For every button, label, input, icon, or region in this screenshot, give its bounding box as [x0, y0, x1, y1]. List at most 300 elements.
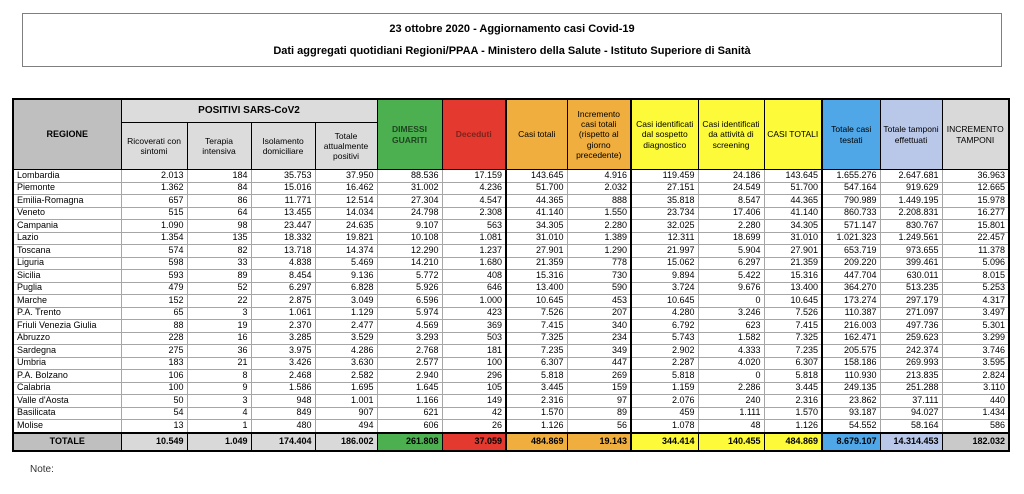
header-incremento-casi: Incremento casi totali (rispetto al giorno precedente): [567, 99, 631, 170]
value-cell: 50: [121, 395, 187, 408]
region-name: Sicilia: [13, 270, 121, 283]
value-cell: 1.290: [567, 245, 631, 258]
value-cell: 3.630: [315, 357, 377, 370]
region-name: Sardegna: [13, 345, 121, 358]
region-name: Valle d'Aosta: [13, 395, 121, 408]
value-cell: 4: [187, 407, 251, 420]
value-cell: 369: [442, 320, 506, 333]
value-cell: 37.111: [880, 395, 942, 408]
region-name: Puglia: [13, 282, 121, 295]
value-cell: 12.514: [315, 195, 377, 208]
value-cell: 7.526: [506, 307, 567, 320]
value-cell: 86: [187, 195, 251, 208]
header-regione: REGIONE: [13, 99, 121, 170]
value-cell: 1.021.323: [822, 232, 880, 245]
value-cell: 54: [121, 407, 187, 420]
value-cell: 340: [567, 320, 631, 333]
region-name: Friuli Venezia Giulia: [13, 320, 121, 333]
value-cell: 140.455: [698, 433, 764, 451]
value-cell: 1.570: [506, 407, 567, 420]
table-row: [13, 420, 1009, 433]
value-cell: 44.365: [506, 195, 567, 208]
value-cell: 174.404: [251, 433, 315, 451]
header-totale-positivi: Totale attualmente positivi: [315, 123, 377, 170]
value-cell: 2.316: [764, 395, 822, 408]
value-cell: 13.455: [251, 207, 315, 220]
value-cell: 399.461: [880, 257, 942, 270]
value-cell: 7.235: [764, 345, 822, 358]
value-cell: 849: [251, 407, 315, 420]
region-name: Campania: [13, 220, 121, 233]
value-cell: 586: [942, 420, 1009, 433]
value-cell: 89: [187, 270, 251, 283]
value-cell: 5.422: [698, 270, 764, 283]
value-cell: 15.316: [764, 270, 822, 283]
value-cell: 1.550: [567, 207, 631, 220]
value-cell: 447.704: [822, 270, 880, 283]
value-cell: 10.645: [764, 295, 822, 308]
table-row: [13, 245, 1009, 258]
value-cell: 23.447: [251, 220, 315, 233]
value-cell: 24.549: [698, 182, 764, 195]
value-cell: 228: [121, 332, 187, 345]
value-cell: 907: [315, 407, 377, 420]
value-cell: 5.301: [942, 320, 1009, 333]
value-cell: 15.062: [631, 257, 698, 270]
value-cell: 32.025: [631, 220, 698, 233]
value-cell: 24.635: [315, 220, 377, 233]
value-cell: 9.894: [631, 270, 698, 283]
value-cell: 119.459: [631, 170, 698, 183]
value-cell: 590: [567, 282, 631, 295]
title-box: [22, 13, 1002, 67]
table-row: [13, 357, 1009, 370]
value-cell: 88.536: [377, 170, 442, 183]
value-cell: 2.287: [631, 357, 698, 370]
value-cell: 9.676: [698, 282, 764, 295]
value-cell: 2.370: [251, 320, 315, 333]
value-cell: 31.010: [506, 232, 567, 245]
value-cell: 919.629: [880, 182, 942, 195]
value-cell: 21.359: [764, 257, 822, 270]
table-row: [13, 295, 1009, 308]
table-row: [13, 282, 1009, 295]
value-cell: 34.305: [764, 220, 822, 233]
value-cell: 64: [187, 207, 251, 220]
value-cell: 1.049: [187, 433, 251, 451]
value-cell: 297.179: [880, 295, 942, 308]
value-cell: 35.818: [631, 195, 698, 208]
table-row: [13, 395, 1009, 408]
value-cell: 830.767: [880, 220, 942, 233]
value-cell: 65: [121, 307, 187, 320]
value-cell: 213.835: [880, 370, 942, 383]
value-cell: 1: [187, 420, 251, 433]
value-cell: 3.246: [698, 307, 764, 320]
value-cell: 2.582: [315, 370, 377, 383]
value-cell: 7.415: [506, 320, 567, 333]
value-cell: 4.236: [442, 182, 506, 195]
value-cell: 2.824: [942, 370, 1009, 383]
title-line-2: Dati aggregati quotidiani Regioni/PPAA - Ministero della Salute - Istituto Superiore di Sanità: [273, 44, 751, 57]
value-cell: 296: [442, 370, 506, 383]
value-cell: 31.010: [764, 232, 822, 245]
value-cell: 1.434: [942, 407, 1009, 420]
value-cell: 10.645: [506, 295, 567, 308]
value-cell: 790.989: [822, 195, 880, 208]
value-cell: 1.645: [377, 382, 442, 395]
value-cell: 184: [187, 170, 251, 183]
value-cell: 51.700: [764, 182, 822, 195]
value-cell: 27.901: [764, 245, 822, 258]
table-row: [13, 257, 1009, 270]
value-cell: 275: [121, 345, 187, 358]
value-cell: 1.237: [442, 245, 506, 258]
table-row: [13, 407, 1009, 420]
header-dimessi-guariti: DIMESSI GUARITI: [377, 99, 442, 170]
value-cell: 7.415: [764, 320, 822, 333]
value-cell: 110.387: [822, 307, 880, 320]
value-cell: 10.108: [377, 232, 442, 245]
value-cell: 10.549: [121, 433, 187, 451]
value-cell: 11.378: [942, 245, 1009, 258]
value-cell: 173.274: [822, 295, 880, 308]
value-cell: 16: [187, 332, 251, 345]
value-cell: 3: [187, 307, 251, 320]
title-line-1: 23 ottobre 2020 - Aggiornamento casi Covid-19: [389, 23, 635, 36]
value-cell: 97: [567, 395, 631, 408]
value-cell: 646: [442, 282, 506, 295]
value-cell: 1.695: [315, 382, 377, 395]
value-cell: 12.311: [631, 232, 698, 245]
value-cell: 152: [121, 295, 187, 308]
value-cell: 3.299: [942, 332, 1009, 345]
region-name: P.A. Bolzano: [13, 370, 121, 383]
value-cell: 19: [187, 320, 251, 333]
value-cell: 606: [377, 420, 442, 433]
value-cell: 15.978: [942, 195, 1009, 208]
value-cell: 12.665: [942, 182, 1009, 195]
value-cell: 15.016: [251, 182, 315, 195]
value-cell: 2.013: [121, 170, 187, 183]
region-name: Lazio: [13, 232, 121, 245]
value-cell: 88: [121, 320, 187, 333]
value-cell: 41.140: [764, 207, 822, 220]
value-cell: 497.736: [880, 320, 942, 333]
value-cell: 10.645: [631, 295, 698, 308]
value-cell: 513.235: [880, 282, 942, 295]
value-cell: 3.595: [942, 357, 1009, 370]
value-cell: 547.164: [822, 182, 880, 195]
value-cell: 973.655: [880, 245, 942, 258]
table-row: [13, 345, 1009, 358]
value-cell: 4.838: [251, 257, 315, 270]
region-name: Umbria: [13, 357, 121, 370]
value-cell: 3.049: [315, 295, 377, 308]
value-cell: 2.468: [251, 370, 315, 383]
value-cell: 51.700: [506, 182, 567, 195]
value-cell: 2.280: [567, 220, 631, 233]
header-casi-totali-maiuscolo: CASI TOTALI: [764, 99, 822, 170]
header-positivi-group: POSITIVI SARS-CoV2: [121, 99, 377, 123]
value-cell: 158.186: [822, 357, 880, 370]
value-cell: 24.186: [698, 170, 764, 183]
value-cell: 2.076: [631, 395, 698, 408]
value-cell: 621: [377, 407, 442, 420]
value-cell: 44.365: [764, 195, 822, 208]
region-name: P.A. Trento: [13, 307, 121, 320]
value-cell: 623: [698, 320, 764, 333]
region-name: Calabria: [13, 382, 121, 395]
value-cell: 5.974: [377, 307, 442, 320]
value-cell: 4.317: [942, 295, 1009, 308]
value-cell: 4.569: [377, 320, 442, 333]
value-cell: 159: [567, 382, 631, 395]
value-cell: 33: [187, 257, 251, 270]
value-cell: 15.316: [506, 270, 567, 283]
value-cell: 4.020: [698, 357, 764, 370]
value-cell: 93.187: [822, 407, 880, 420]
value-cell: 4.280: [631, 307, 698, 320]
total-row: [13, 433, 1009, 451]
value-cell: 3.285: [251, 332, 315, 345]
value-cell: 3: [187, 395, 251, 408]
value-cell: 16.277: [942, 207, 1009, 220]
value-cell: 6.307: [764, 357, 822, 370]
value-cell: 36.963: [942, 170, 1009, 183]
value-cell: 1.449.195: [880, 195, 942, 208]
value-cell: 143.645: [506, 170, 567, 183]
table-body: [13, 170, 1009, 451]
value-cell: 14.034: [315, 207, 377, 220]
value-cell: 54.552: [822, 420, 880, 433]
value-cell: 860.733: [822, 207, 880, 220]
value-cell: 888: [567, 195, 631, 208]
value-cell: 459: [631, 407, 698, 420]
value-cell: 19.143: [567, 433, 631, 451]
value-cell: 657: [121, 195, 187, 208]
value-cell: 18.332: [251, 232, 315, 245]
value-cell: 8: [187, 370, 251, 383]
value-cell: 494: [315, 420, 377, 433]
region-name: TOTALE: [13, 433, 121, 451]
value-cell: 1.000: [442, 295, 506, 308]
value-cell: 2.577: [377, 357, 442, 370]
value-cell: 34.305: [506, 220, 567, 233]
value-cell: 242.374: [880, 345, 942, 358]
value-cell: 6.596: [377, 295, 442, 308]
value-cell: 778: [567, 257, 631, 270]
value-cell: 5.772: [377, 270, 442, 283]
value-cell: 7.235: [506, 345, 567, 358]
region-name: Molise: [13, 420, 121, 433]
table-row: [13, 232, 1009, 245]
header-casi-testati: Totale casi testati: [822, 99, 880, 170]
value-cell: 11.771: [251, 195, 315, 208]
value-cell: 1.166: [377, 395, 442, 408]
value-cell: 48: [698, 420, 764, 433]
value-cell: 3.497: [942, 307, 1009, 320]
value-cell: 13: [121, 420, 187, 433]
value-cell: 1.354: [121, 232, 187, 245]
value-cell: 1.389: [567, 232, 631, 245]
value-cell: 261.808: [377, 433, 442, 451]
value-cell: 205.575: [822, 345, 880, 358]
value-cell: 630.011: [880, 270, 942, 283]
table-row: [13, 195, 1009, 208]
header-terapia-intensiva: Terapia intensiva: [187, 123, 251, 170]
note-label: Note:: [30, 464, 54, 475]
value-cell: 8.015: [942, 270, 1009, 283]
value-cell: 100: [442, 357, 506, 370]
value-cell: 143.645: [764, 170, 822, 183]
table-header: [13, 99, 1009, 170]
region-name: Basilicata: [13, 407, 121, 420]
value-cell: 21.997: [631, 245, 698, 258]
value-cell: 1.129: [315, 307, 377, 320]
value-cell: 480: [251, 420, 315, 433]
value-cell: 0: [698, 370, 764, 383]
value-cell: 3.445: [506, 382, 567, 395]
value-cell: 22.457: [942, 232, 1009, 245]
table-row: [13, 170, 1009, 183]
value-cell: 2.647.681: [880, 170, 942, 183]
value-cell: 22: [187, 295, 251, 308]
table-row: [13, 307, 1009, 320]
value-cell: 408: [442, 270, 506, 283]
value-cell: 27.304: [377, 195, 442, 208]
value-cell: 259.623: [880, 332, 942, 345]
value-cell: 149: [442, 395, 506, 408]
value-cell: 100: [121, 382, 187, 395]
value-cell: 344.414: [631, 433, 698, 451]
value-cell: 5.818: [506, 370, 567, 383]
value-cell: 2.902: [631, 345, 698, 358]
value-cell: 269.993: [880, 357, 942, 370]
value-cell: 89: [567, 407, 631, 420]
value-cell: 84: [187, 182, 251, 195]
value-cell: 183: [121, 357, 187, 370]
value-cell: 3.746: [942, 345, 1009, 358]
value-cell: 21: [187, 357, 251, 370]
value-cell: 24.798: [377, 207, 442, 220]
value-cell: 948: [251, 395, 315, 408]
value-cell: 1.126: [506, 420, 567, 433]
value-cell: 82: [187, 245, 251, 258]
value-cell: 9.136: [315, 270, 377, 283]
value-cell: 4.547: [442, 195, 506, 208]
value-cell: 5.818: [764, 370, 822, 383]
value-cell: 110.930: [822, 370, 880, 383]
value-cell: 571.147: [822, 220, 880, 233]
value-cell: 484.869: [764, 433, 822, 451]
value-cell: 2.940: [377, 370, 442, 383]
value-cell: 1.655.276: [822, 170, 880, 183]
value-cell: 3.426: [251, 357, 315, 370]
value-cell: 349: [567, 345, 631, 358]
value-cell: 36: [187, 345, 251, 358]
value-cell: 8.547: [698, 195, 764, 208]
header-ricoverati-sintomi: Ricoverati con sintomi: [121, 123, 187, 170]
value-cell: 730: [567, 270, 631, 283]
table-row: [13, 382, 1009, 395]
value-cell: 14.374: [315, 245, 377, 258]
value-cell: 240: [698, 395, 764, 408]
value-cell: 15.801: [942, 220, 1009, 233]
value-cell: 3.110: [942, 382, 1009, 395]
value-cell: 17.406: [698, 207, 764, 220]
value-cell: 1.362: [121, 182, 187, 195]
value-cell: 249.135: [822, 382, 880, 395]
table-row: [13, 332, 1009, 345]
value-cell: 16.462: [315, 182, 377, 195]
value-cell: 2.286: [698, 382, 764, 395]
value-cell: 8.679.107: [822, 433, 880, 451]
value-cell: 1.078: [631, 420, 698, 433]
value-cell: 5.743: [631, 332, 698, 345]
value-cell: 23.862: [822, 395, 880, 408]
region-name: Liguria: [13, 257, 121, 270]
value-cell: 5.926: [377, 282, 442, 295]
value-cell: 8.454: [251, 270, 315, 283]
value-cell: 479: [121, 282, 187, 295]
header-screening: Casi identificati da attività di screening: [698, 99, 764, 170]
value-cell: 35.753: [251, 170, 315, 183]
value-cell: 1.159: [631, 382, 698, 395]
value-cell: 1.090: [121, 220, 187, 233]
value-cell: 3.529: [315, 332, 377, 345]
value-cell: 6.792: [631, 320, 698, 333]
value-cell: 9.107: [377, 220, 442, 233]
region-name: Piemonte: [13, 182, 121, 195]
value-cell: 7.325: [764, 332, 822, 345]
value-cell: 14.314.453: [880, 433, 942, 451]
value-cell: 653.719: [822, 245, 880, 258]
header-isolamento-domiciliare: Isolamento domiciliare: [251, 123, 315, 170]
value-cell: 4.333: [698, 345, 764, 358]
value-cell: 58.164: [880, 420, 942, 433]
value-cell: 2.308: [442, 207, 506, 220]
table-row: [13, 370, 1009, 383]
value-cell: 515: [121, 207, 187, 220]
value-cell: 6.297: [698, 257, 764, 270]
value-cell: 7.325: [506, 332, 567, 345]
value-cell: 5.096: [942, 257, 1009, 270]
value-cell: 26: [442, 420, 506, 433]
value-cell: 5.904: [698, 245, 764, 258]
value-cell: 593: [121, 270, 187, 283]
value-cell: 364.270: [822, 282, 880, 295]
value-cell: 56: [567, 420, 631, 433]
table-row: [13, 182, 1009, 195]
value-cell: 1.001: [315, 395, 377, 408]
value-cell: 5.818: [631, 370, 698, 383]
value-cell: 209.220: [822, 257, 880, 270]
value-cell: 0: [698, 295, 764, 308]
table-row: [13, 220, 1009, 233]
value-cell: 598: [121, 257, 187, 270]
value-cell: 17.159: [442, 170, 506, 183]
region-name: Abruzzo: [13, 332, 121, 345]
value-cell: 9: [187, 382, 251, 395]
value-cell: 186.002: [315, 433, 377, 451]
value-cell: 453: [567, 295, 631, 308]
value-cell: 52: [187, 282, 251, 295]
value-cell: 2.477: [315, 320, 377, 333]
value-cell: 1.570: [764, 407, 822, 420]
value-cell: 1.081: [442, 232, 506, 245]
value-cell: 234: [567, 332, 631, 345]
